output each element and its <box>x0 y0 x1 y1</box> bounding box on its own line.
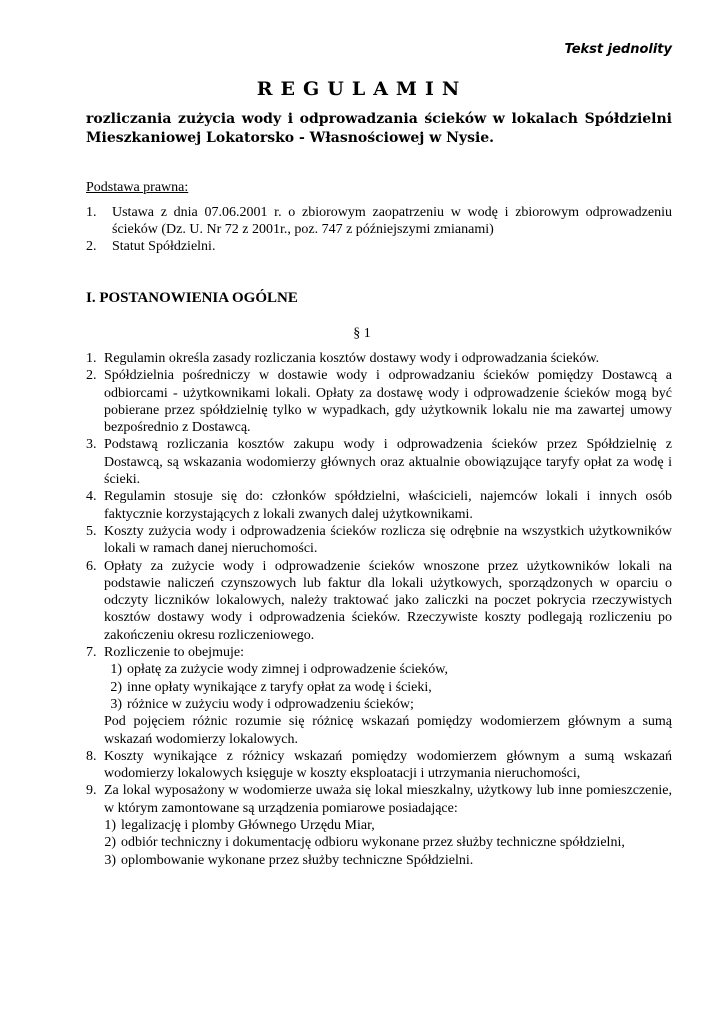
sub-list-number: 3) <box>110 696 122 712</box>
sub-list-text: legalizację i plomby Głównego Urzędu Miar, <box>121 818 375 834</box>
list-item <box>86 748 672 783</box>
list-text: Podstawą rozliczania kosztów zakupu wody i odprowadzenia ścieków przez Spółdzielnię z Dostawcą, są wskazania wodomierzy głównych oraz aktualnie obowiązujące taryfy opłat za wodę i ścieki. <box>104 437 672 488</box>
list-item <box>86 350 672 367</box>
list-item-body <box>104 782 672 817</box>
list-text: Ustawa z dnia 07.06.2001 r. o zbiorowym zaopatrzeniu w wodę i zbiorowym odprowadzeniu ścieków (Dz. U. Nr 72 z 2001r., poz. 747 z późniejszymi zmianami) <box>112 205 672 237</box>
legal-basis-label: Podstawa prawna: <box>86 180 189 195</box>
list-number: 2. <box>86 239 97 254</box>
sub-list-number: 2) <box>104 835 116 851</box>
list-text: Koszty zużycia wody i odprowadzenia ścieków rozlicza się odrębnie na wszystkich użytkowników lokali w ramach danej nieruchomości. <box>104 523 672 557</box>
list-item <box>86 644 672 748</box>
list-text: Opłaty za zużycie wody i odprowadzenie ścieków wnoszone przez użytkowników lokali na podstawie naliczeń czynszowych lub faktur dla lokali użytkowych, sporządzonych w oparciu o odczyty liczników lokalowych, należy traktować jako zaliczki na poczet pokrycia rzeczywistych kosztów dostawy wody i odprowadzenia ścieków. Rzeczywiste koszty podlegają rozliczeniu po zakończeniu okresu rozliczeniowego. <box>104 558 672 643</box>
list-item <box>86 488 672 523</box>
sub-list-number: 1) <box>104 818 116 834</box>
sub-list-item <box>86 852 672 869</box>
list-item <box>86 782 672 817</box>
list-text: Spółdzielnia pośredniczy w dostawie wody i odprowadzaniu ścieków pomiędzy Dostawcą a odbiorcami - użytkownikami lokali. Opłaty za dostawę wody i odprowadzenie ścieków mogą być pobierane przez spółdzielnię tylko w wypadkach, gdy użytkownik lokalu nie ma zawartej umowy bezpośrednio z Dostawcą. <box>104 368 672 436</box>
list-number: 7. <box>86 645 97 661</box>
list-number: 4. <box>86 489 97 505</box>
list-number: 1. <box>86 351 97 366</box>
list-number: 2. <box>86 368 97 384</box>
list-text: Regulamin stosuje się do: członków spółdzielni, właścicieli, najemców lokali i innych osób faktycznie korzystających z lokali zwanych dalej użytkownikami. <box>104 489 672 522</box>
sub-list-text: opłatę za zużycie wody zimnej i odprowadzenie ścieków, <box>127 662 448 678</box>
sub-list-item <box>104 679 672 696</box>
sub-list-item <box>104 661 672 678</box>
provisions-list <box>86 350 672 869</box>
sub-list-text: inne opłaty wynikające z taryfy opłat za wodę i ścieki, <box>127 679 432 695</box>
list-text: Regulamin określa zasady rozliczania kosztów dostawy wody i odprowadzania ścieków. <box>104 351 600 366</box>
sub-list-item <box>104 696 672 713</box>
list-number: 6. <box>86 558 97 574</box>
legal-basis-list <box>86 204 672 255</box>
sub-list-text: różnice w zużyciu wody i odprowadzeniu ścieków; <box>127 696 414 712</box>
list-item <box>86 523 672 558</box>
list-text: Za lokal wyposażony w wodomierze uważa się lokal mieszkalny, użytkowy lub inne pomieszczenie, w którym zamontowane są urządzenia pomiarowe posiadające: <box>104 783 672 816</box>
legal-basis-item <box>86 238 672 255</box>
list-item <box>86 558 672 644</box>
sub-list-number: 2) <box>110 679 122 695</box>
legal-basis-item <box>86 204 672 238</box>
document-subtitle: rozliczania zużycia wody i odprowadzania ścieków w lokalach Spółdzielni Mieszkaniowej Lokatorsko - Własnościowej w Nysie. <box>86 111 672 146</box>
list-number: 1. <box>86 205 97 220</box>
list-number: 8. <box>86 748 97 764</box>
section-heading: I. POSTANOWIENIA OGÓLNE <box>86 290 298 306</box>
paragraph-mark: § 1 <box>353 326 371 341</box>
sub-list-item <box>86 834 672 851</box>
list-text: Koszty wynikające z różnicy wskazań pomiędzy wodomierzem głównym a sumą wskazań wodomierzy lokalowych księguje w koszty eksploatacji i utrzymania nieruchomości, <box>104 748 672 782</box>
item-note: Pod pojęciem różnic rozumie się różnicę wskazań pomiędzy wodomierzem głównym a sumą wskazań wodomierzy lokalowych. <box>104 714 672 747</box>
list-number: 3. <box>86 437 97 453</box>
list-number: 5. <box>86 523 97 539</box>
list-number: 9. <box>86 783 97 799</box>
list-text: Rozliczenie to obejmuje: <box>104 645 244 661</box>
sub-list-text: odbiór techniczny i dokumentację odbioru wykonane przez służby techniczne spółdzielni, <box>121 835 625 851</box>
list-item <box>86 367 672 436</box>
header-note: Tekst jednolity <box>564 42 672 57</box>
list-item-body <box>104 644 672 748</box>
sub-list-number: 1) <box>110 662 122 678</box>
list-item <box>86 436 672 488</box>
sub-list-item <box>86 817 672 834</box>
sub-list-text: oplombowanie wykonane przez służby techniczne Spółdzielni. <box>121 852 474 868</box>
list-text: Statut Spółdzielni. <box>112 239 216 254</box>
document-title: REGULAMIN <box>256 78 468 100</box>
sub-list-number: 3) <box>104 852 116 868</box>
